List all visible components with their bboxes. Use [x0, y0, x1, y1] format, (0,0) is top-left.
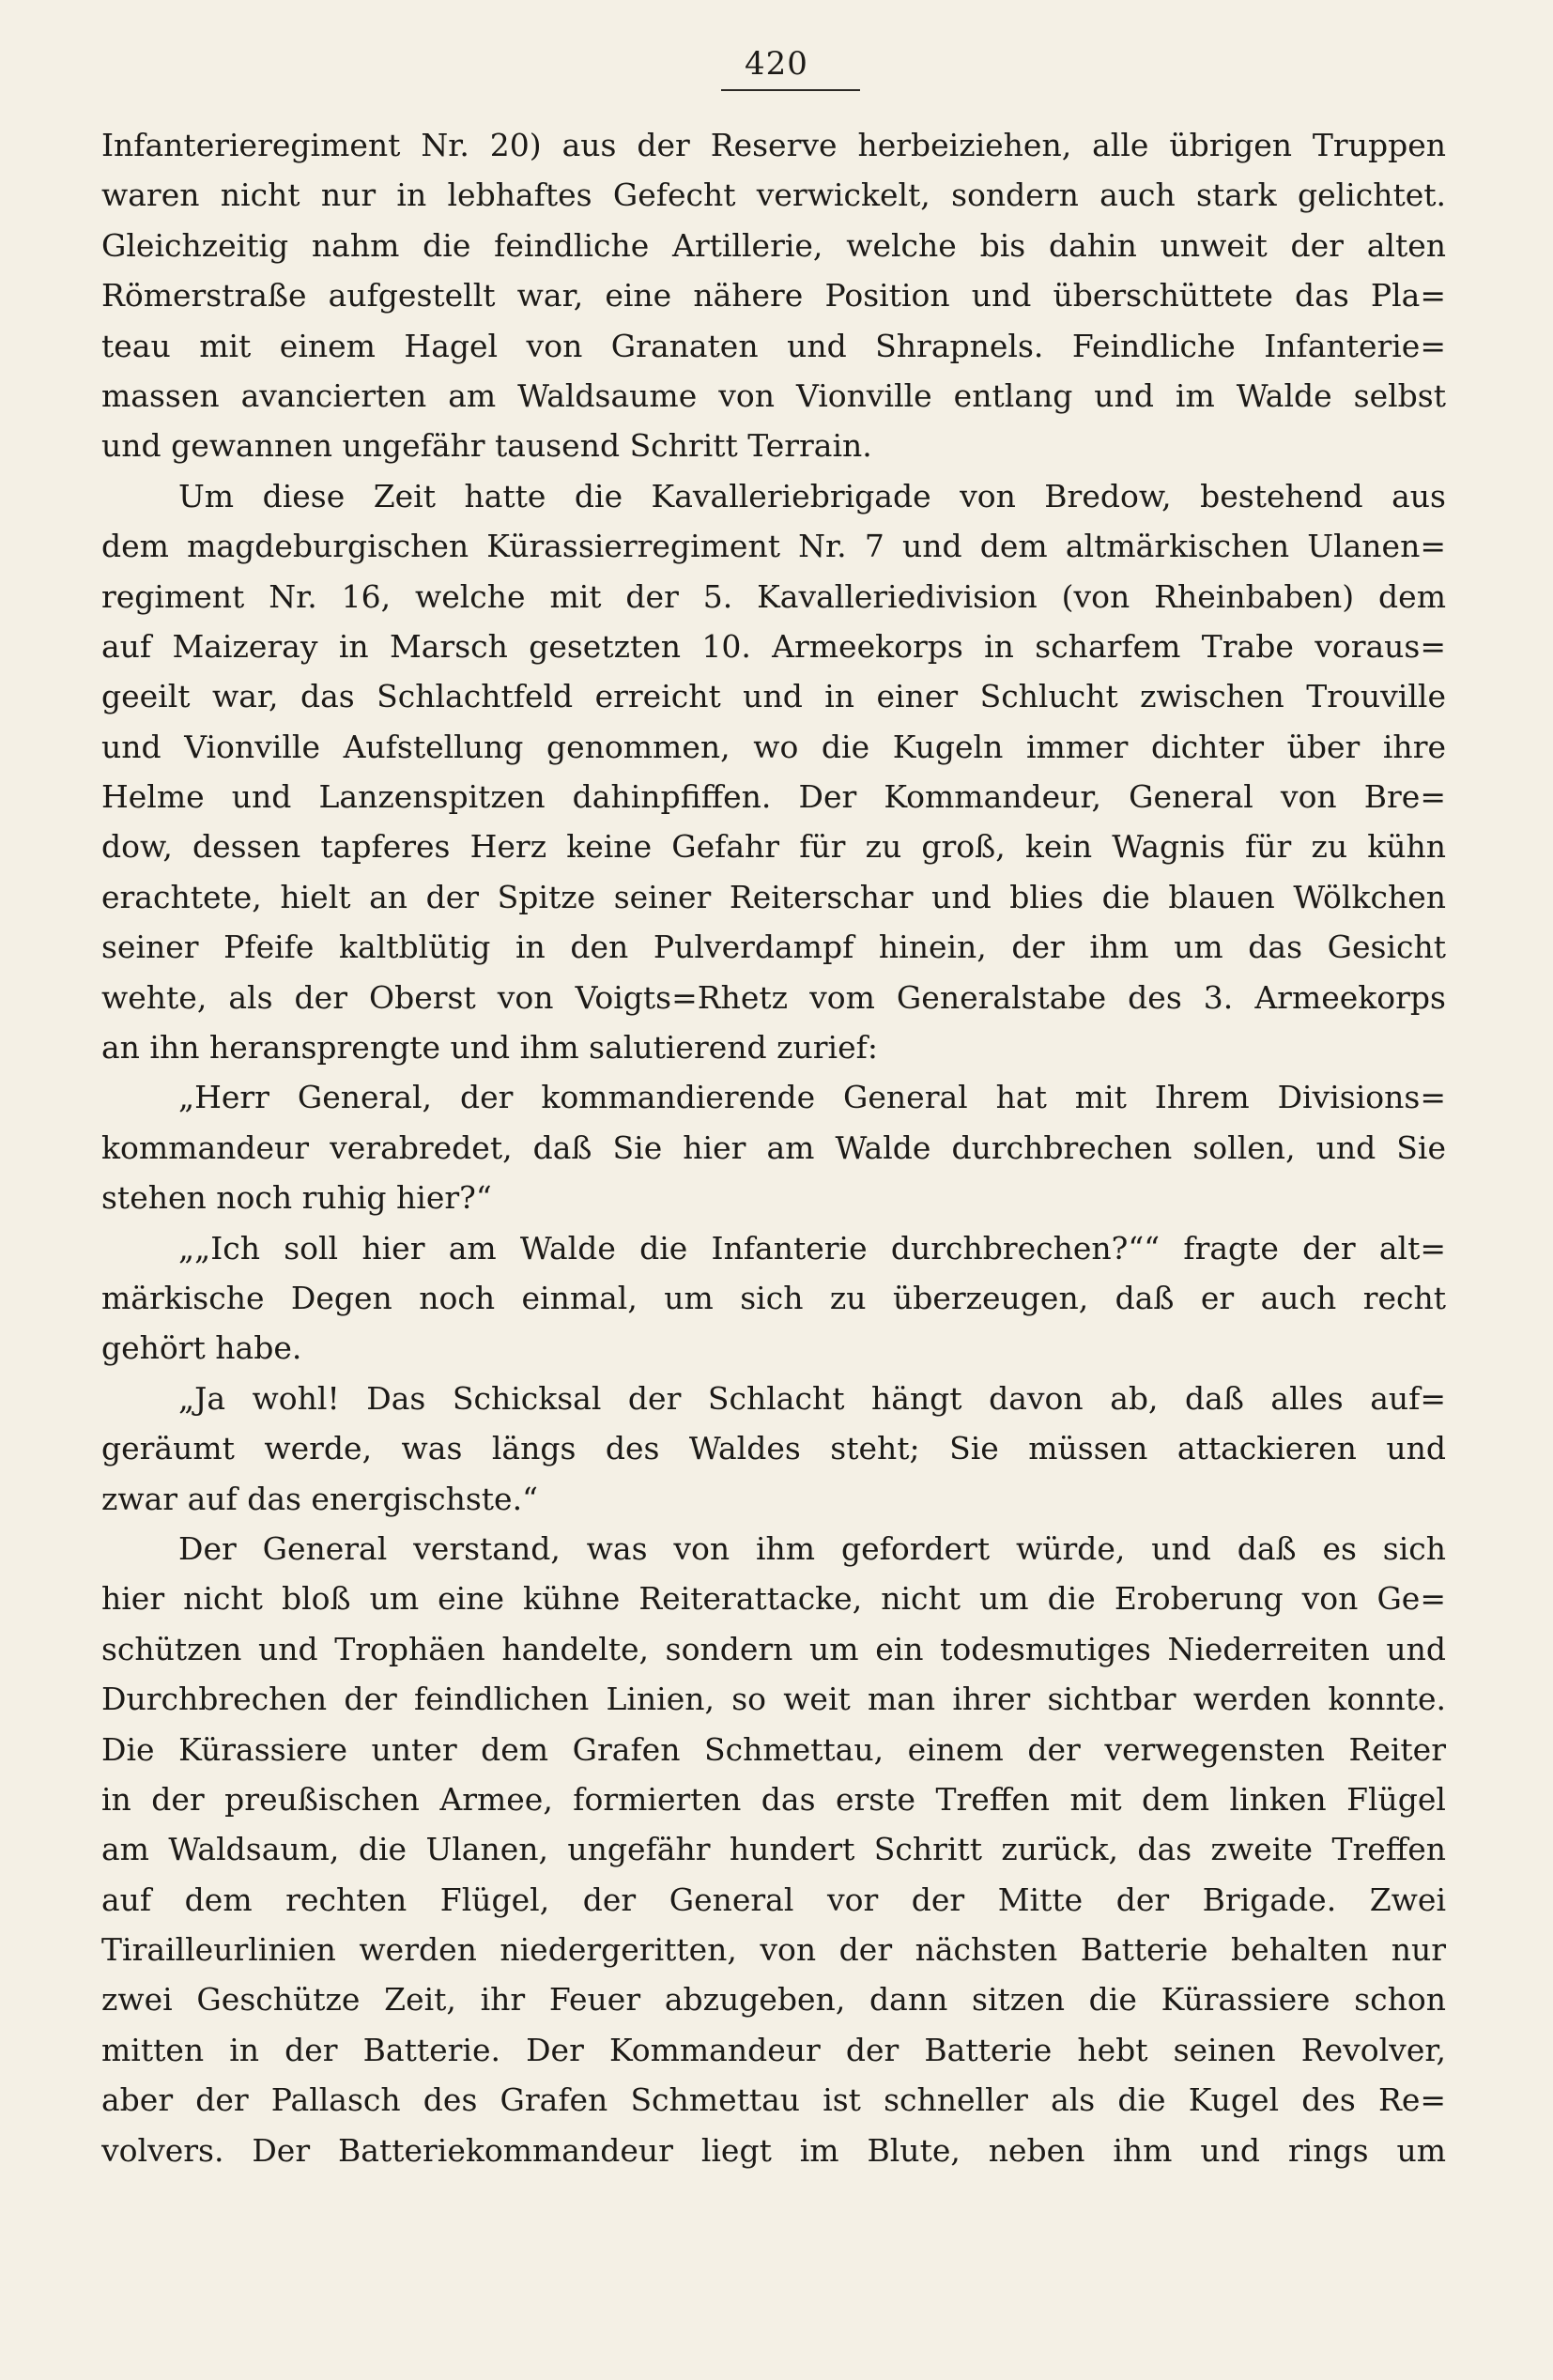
text-line: geeilt war, das Schlachtfeld erreicht und in einer Schlucht zwischen Trouville — [101, 678, 1446, 715]
text-line: aber der Pallasch des Grafen Schmettau ist schneller als die Kugel des Re= — [101, 2081, 1446, 2119]
text-line: „„Ich soll hier am Walde die Infanterie durchbrechen?““ fragte der alt= — [178, 1229, 1446, 1267]
text-line: dow, dessen tapferes Herz keine Gefahr für zu groß, kein Wagnis für zu kühn — [101, 828, 1446, 866]
text-line: Um diese Zeit hatte die Kavalleriebrigade von Bredow, bestehend aus — [178, 477, 1446, 514]
text-line: massen avancierten am Waldsaume von Vionville entlang und im Walde selbst — [101, 376, 1446, 414]
text-line: „Ja wohl! Das Schicksal der Schlacht hängt davon ab, daß alles auf= — [178, 1379, 1446, 1417]
text-line: hier nicht bloß um eine kühne Reiterattacke, nicht um die Eroberung von Ge= — [101, 1580, 1446, 1618]
text-line: seiner Pfeife kaltblütig in den Pulverdampf hinein, der ihm um das Gesicht — [101, 929, 1446, 966]
text-line: Römerstraße aufgestellt war, eine nähere Position und überschüttete das Pla= — [101, 277, 1446, 315]
text-line: märkische Degen noch einmal, um sich zu überzeugen, daß er auch recht — [101, 1279, 1446, 1316]
text-line: mitten in der Batterie. Der Kommandeur der Batterie hebt seinen Revolver, — [101, 2031, 1446, 2068]
text-line: am Waldsaum, die Ulanen, ungefähr hundert Schritt zurück, das zweite Treffen — [101, 1831, 1446, 1868]
text-line: stehen noch ruhig hier?“ — [101, 1179, 492, 1217]
text-line: geräumt werde, was längs des Waldes steht; Sie müssen attackieren und — [101, 1430, 1446, 1467]
text-line: gehört habe. — [101, 1329, 302, 1367]
text-line: Gleichzeitig nahm die feindliche Artillerie, welche bis dahin unweit der alten — [101, 226, 1446, 264]
text-line: in der preußischen Armee, formierten das erste Treffen mit dem linken Flügel — [101, 1780, 1446, 1818]
text-line: Helme und Lanzenspitzen dahinpfiffen. Der Kommandeur, General von Bre= — [101, 778, 1446, 816]
text-line: dem magdeburgischen Kürassierregiment Nr. 7 und dem altmärkischen Ulanen= — [101, 528, 1446, 565]
text-line: und gewannen ungefähr tausend Schritt Terrain. — [101, 427, 872, 465]
text-line: zwei Geschütze Zeit, ihr Feuer abzugeben, dann sitzen die Kürassiere schon — [101, 1981, 1446, 2019]
text-line: auf dem rechten Flügel, der General vor der Mitte der Brigade. Zwei — [101, 1881, 1446, 1918]
text-line: Die Kürassiere unter dem Grafen Schmettau, einem der verwegensten Reiter — [101, 1730, 1446, 1768]
text-line: volvers. Der Batteriekommandeur liegt im Blute, neben ihm und rings um — [101, 2131, 1446, 2169]
text-line: und Vionville Aufstellung genommen, wo die Kugeln immer dichter über ihre — [101, 728, 1446, 765]
text-line: an ihn heransprengte und ihm salutierend zurief: — [101, 1029, 878, 1067]
page-number: 420 — [745, 45, 808, 83]
text-line: teau mit einem Hagel von Granaten und Shrapnels. Feindliche Infanterie= — [101, 327, 1446, 364]
text-line: zwar auf das energischste.“ — [101, 1480, 538, 1517]
text-line: Tirailleurlinien werden niedergeritten, von der nächsten Batterie behalten nur — [101, 1931, 1446, 1969]
text-line: wehte, als der Oberst von Voigts=Rhetz vom Generalstabe des 3. Armeekorps — [101, 978, 1446, 1016]
text-line: Durchbrechen der feindlichen Linien, so weit man ihrer sichtbar werden konnte. — [101, 1681, 1446, 1718]
text-line: Der General verstand, was von ihm gefordert würde, und daß es sich — [178, 1529, 1446, 1567]
text-line: kommandeur verabredet, daß Sie hier am Walde durchbrechen sollen, und Sie — [101, 1129, 1446, 1166]
text-line: erachtete, hielt an der Spitze seiner Reiterschar und blies die blauen Wölkchen — [101, 878, 1446, 915]
body-text — [101, 120, 1446, 2175]
text-line: waren nicht nur in lebhaftes Gefecht verwickelt, sondern auch stark gelichtet. — [101, 177, 1446, 214]
header-rule — [721, 89, 860, 91]
text-line: auf Maizeray in Marsch gesetzten 10. Armeekorps in scharfem Trabe voraus= — [101, 627, 1446, 665]
text-line: regiment Nr. 16, welche mit der 5. Kavalleriedivision (von Rheinbaben) dem — [101, 577, 1446, 615]
text-line: schützen und Trophäen handelte, sondern um ein todesmutiges Niederreiten und — [101, 1630, 1446, 1667]
text-line: „Herr General, der kommandierende General hat mit Ihrem Divisions= — [178, 1079, 1446, 1116]
text-line: Infanterieregiment Nr. 20) aus der Reserve herbeiziehen, alle übrigen Truppen — [101, 127, 1446, 163]
